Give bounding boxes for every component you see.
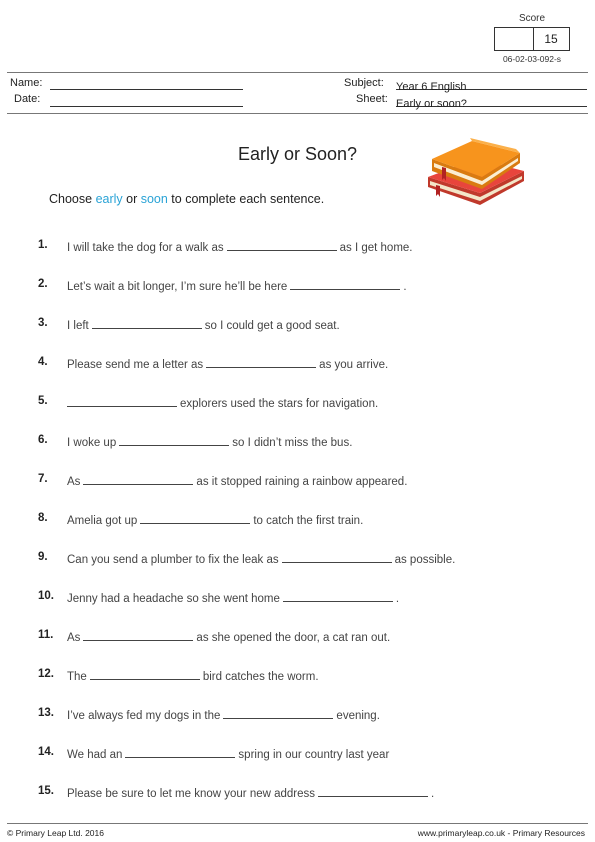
question-text: I woke up so I didn’t miss the bus. bbox=[67, 434, 352, 449]
instructions-post: to complete each sentence. bbox=[167, 192, 325, 206]
question-number: 8. bbox=[38, 512, 48, 524]
answer-blank[interactable] bbox=[92, 317, 202, 329]
score-label: Score bbox=[518, 13, 546, 24]
question-number: 15. bbox=[38, 785, 54, 797]
question-number: 14. bbox=[38, 746, 54, 758]
answer-blank[interactable] bbox=[283, 590, 393, 602]
question-row bbox=[38, 668, 568, 684]
subject-field[interactable] bbox=[396, 77, 587, 93]
question-text: Please be sure to let me know your new address . bbox=[67, 785, 434, 800]
answer-blank[interactable] bbox=[83, 473, 193, 485]
question-text: As as it stopped raining a rainbow appeared. bbox=[67, 473, 407, 488]
question-number: 13. bbox=[38, 707, 54, 719]
header-rule-bottom bbox=[7, 113, 588, 114]
keyword-early: early bbox=[95, 192, 123, 206]
name-field[interactable] bbox=[50, 77, 243, 90]
question-number: 12. bbox=[38, 668, 54, 680]
footer-copyright: © Primary Leap Ltd. 2016 bbox=[7, 828, 104, 838]
instructions-mid: or bbox=[122, 192, 141, 206]
question-row bbox=[38, 239, 568, 255]
answer-blank[interactable] bbox=[318, 785, 428, 797]
question-row bbox=[38, 512, 568, 528]
score-box bbox=[494, 27, 570, 51]
question-text: I will take the dog for a walk as as I get home. bbox=[67, 239, 412, 254]
question-text: Can you send a plumber to fix the leak as as possible. bbox=[67, 551, 455, 566]
question-number: 10. bbox=[38, 590, 54, 602]
name-label: Name: bbox=[10, 77, 43, 89]
header-rule-top bbox=[7, 72, 588, 73]
instructions bbox=[49, 192, 324, 206]
question-number: 7. bbox=[38, 473, 48, 485]
question-number: 9. bbox=[38, 551, 48, 563]
question-number: 5. bbox=[38, 395, 48, 407]
sheet-value: Early or soon? bbox=[396, 98, 467, 110]
subject-value: Year 6 English bbox=[396, 81, 467, 93]
question-number: 4. bbox=[38, 356, 48, 368]
question-text: I’ve always fed my dogs in the evening. bbox=[67, 707, 380, 722]
question-row bbox=[38, 707, 568, 723]
question-text: Please send me a letter as as you arrive. bbox=[67, 356, 388, 371]
question-text: Amelia got up to catch the first train. bbox=[67, 512, 363, 527]
question-row bbox=[38, 746, 568, 762]
answer-blank[interactable] bbox=[67, 395, 177, 407]
question-row bbox=[38, 278, 568, 294]
question-text: As as she opened the door, a cat ran out. bbox=[67, 629, 390, 644]
question-number: 11. bbox=[38, 629, 54, 641]
page-title: Early or Soon? bbox=[237, 144, 358, 164]
books-icon bbox=[420, 135, 532, 210]
question-row bbox=[38, 395, 568, 411]
footer-link[interactable]: www.primaryleap.co.uk - Primary Resources bbox=[417, 828, 585, 838]
question-number: 1. bbox=[38, 239, 48, 251]
question-text: We had an spring in our country last year bbox=[67, 746, 389, 761]
question-text: I left so I could get a good seat. bbox=[67, 317, 340, 332]
instructions-pre: Choose bbox=[49, 192, 96, 206]
question-row bbox=[38, 629, 568, 645]
keyword-soon: soon bbox=[140, 192, 168, 206]
question-row bbox=[38, 317, 568, 333]
question-row bbox=[38, 590, 568, 606]
question-text: explorers used the stars for navigation. bbox=[67, 395, 378, 410]
answer-blank[interactable] bbox=[282, 551, 392, 563]
question-number: 2. bbox=[38, 278, 48, 290]
question-row bbox=[38, 434, 568, 450]
score-total: 15 bbox=[544, 32, 558, 46]
question-text: The bird catches the worm. bbox=[67, 668, 319, 683]
sheet-code: 06-02-03-092-s bbox=[502, 54, 562, 64]
score-input[interactable] bbox=[495, 28, 534, 50]
answer-blank[interactable] bbox=[290, 278, 400, 290]
answer-blank[interactable] bbox=[140, 512, 250, 524]
answer-blank[interactable] bbox=[119, 434, 229, 446]
subject-label: Subject: bbox=[344, 77, 384, 89]
footer-rule bbox=[7, 823, 588, 824]
answer-blank[interactable] bbox=[125, 746, 235, 758]
date-label: Date: bbox=[14, 93, 41, 105]
answer-blank[interactable] bbox=[90, 668, 200, 680]
date-field[interactable] bbox=[50, 94, 243, 107]
sheet-label: Sheet: bbox=[356, 93, 388, 105]
sheet-field[interactable] bbox=[396, 94, 587, 110]
question-number: 6. bbox=[38, 434, 48, 446]
question-text: Let’s wait a bit longer, I’m sure he’ll be here . bbox=[67, 278, 407, 293]
question-row bbox=[38, 785, 568, 801]
question-row bbox=[38, 551, 568, 567]
question-text: Jenny had a headache so she went home . bbox=[67, 590, 399, 605]
answer-blank[interactable] bbox=[223, 707, 333, 719]
question-row bbox=[38, 473, 568, 489]
question-row bbox=[38, 356, 568, 372]
answer-blank[interactable] bbox=[206, 356, 316, 368]
answer-blank[interactable] bbox=[83, 629, 193, 641]
answer-blank[interactable] bbox=[227, 239, 337, 251]
question-number: 3. bbox=[38, 317, 48, 329]
